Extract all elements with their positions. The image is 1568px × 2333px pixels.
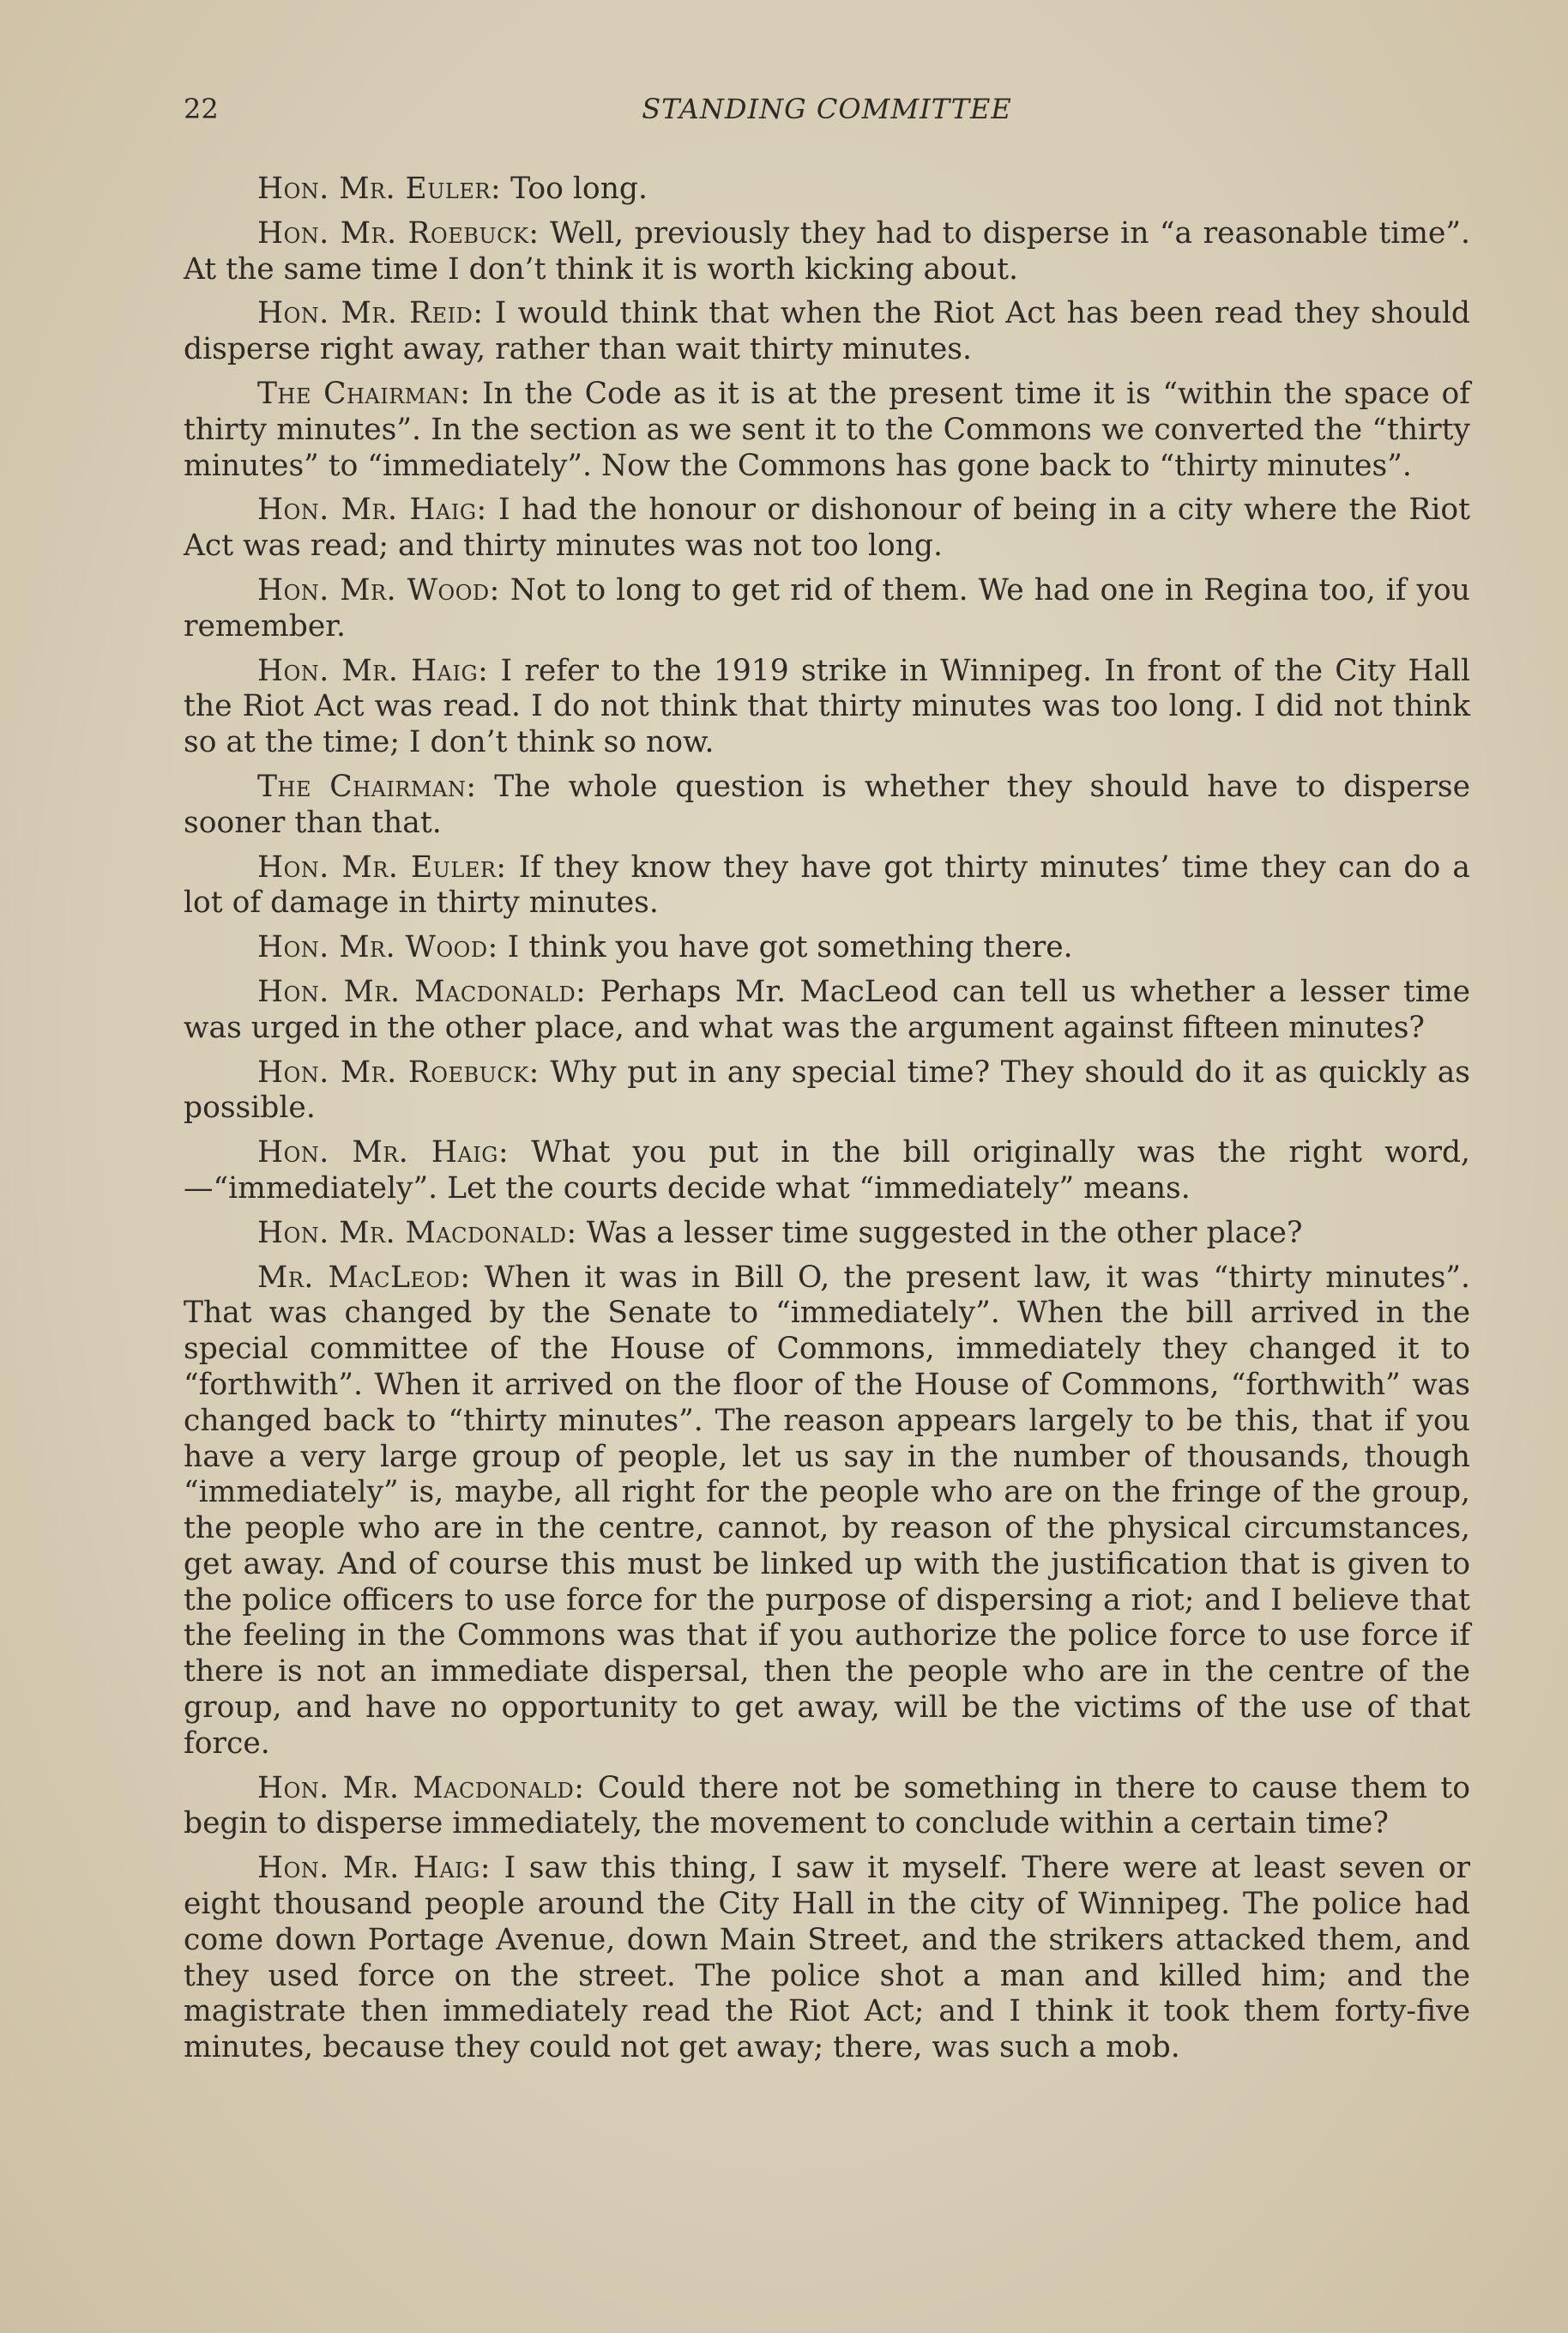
transcript-paragraph bbox=[184, 654, 1470, 761]
speaker-name: Hon. Mr. Haig: bbox=[257, 1135, 510, 1170]
transcript-paragraph bbox=[184, 930, 1470, 966]
speaker-name: Hon. Mr. Reid: bbox=[257, 296, 484, 331]
speaker-name: Hon. Mr. Wood: bbox=[257, 930, 498, 965]
speaker-name: Hon. Mr. Euler: bbox=[257, 849, 507, 885]
speech-text: Was a lesser time suggested in the other place? bbox=[586, 1215, 1303, 1250]
transcript-paragraph bbox=[184, 1771, 1470, 1843]
speaker-name: Hon. Mr. Macdonald: bbox=[257, 1770, 585, 1805]
speech-text: Too long. bbox=[510, 172, 648, 206]
transcript-paragraph bbox=[184, 493, 1470, 565]
page-content bbox=[184, 93, 1470, 2075]
transcript-paragraph bbox=[184, 975, 1470, 1047]
speaker-name: Hon. Mr. Macdonald: bbox=[257, 1215, 577, 1250]
speech-text: Not to long to get rid of them. We had one in Regina too, if you remember. bbox=[184, 572, 1471, 644]
speech-text: When it was in Bill O, the present law, it was “thirty minutes”. That was changed by the Senate to “immediately”. When the bill arrived in the special committee of the House of Commons, immediately they changed it to “forthwith”. When it arrived on the floor of the House of Commons, “forthwith” was changed back to “thirty minutes”. The reason appears largely to be this, that if you have a very large group of people, let us say in the number of thousands, though “immediately” is, maybe, all right for the people who are on the fringe of the group, the people who are in the centre, cannot, by reason of the physical circumstances, get away. And of course this must be linked up with the justification that is given to the police officers to use force for the purpose of dispersing a riot; and I believe that the feeling in the Commons was that if you authorize the police force to use force if there is not an immediate dispersal, then the people who are in the centre of the group, and have no opportunity to get away, will be the victims of the use of that force. bbox=[184, 1260, 1471, 1761]
speech-text: The whole question is whether they should have to disperse sooner than that. bbox=[184, 769, 1471, 840]
transcript-paragraph bbox=[184, 573, 1470, 645]
speech-text: I had the honour or dishonour of being in a city where the Riot Act was read; and thirty minutes was not too long. bbox=[184, 493, 1471, 564]
speech-text: I would think that when the Riot Act has been read they should disperse right away, rather than wait thirty minutes. bbox=[184, 296, 1470, 367]
running-title: STANDING COMMITTEE bbox=[642, 93, 1012, 125]
speech-text: I saw this thing, I saw it myself. There were at least seven or eight thousand people around the City Hall in the city of Winnipeg. The police had come down Portage Avenue, down Main Street, and the strikers attacked them, and they used force on the street. The police shot a man and killed him; and the magistrate then immediately read the Riot Act; and I think it took them forty-five minutes, because they could not get away; there, was such a mob. bbox=[184, 1851, 1470, 2065]
speech-text: In the Code as it is at the present time it is “within the space of thirty minutes”. In the section as we sent it to the Commons we converted the “thirty minutes” to “immediately”. Now the Commons has gone back to “thirty minutes”. bbox=[184, 376, 1470, 483]
transcript-paragraph bbox=[184, 172, 1470, 208]
speaker-name: Hon. Mr. Wood: bbox=[257, 572, 500, 607]
speaker-name: Hon. Mr. Macdonald: bbox=[257, 974, 587, 1009]
page-number: 22 bbox=[184, 93, 219, 125]
transcript-paragraph bbox=[184, 216, 1470, 288]
speaker-name: Hon. Mr. Haig: bbox=[257, 493, 487, 528]
speech-text: If they know they have got thirty minutes’ time they can do a lot of damage in thirty minutes. bbox=[184, 849, 1470, 921]
speaker-name: Hon. Mr. Roebuck: bbox=[257, 215, 540, 251]
transcript-paragraph bbox=[184, 1851, 1470, 2066]
transcript-body bbox=[184, 172, 1470, 2066]
speaker-name: Hon. Mr. Euler: bbox=[257, 172, 502, 206]
speech-text: I refer to the 1919 strike in Winnipeg. In front of the City Hall the Riot Act was read. I do not think that thirty minutes was too long. I did not think so at the time; I don’t think so now. bbox=[184, 653, 1470, 760]
transcript-paragraph bbox=[184, 1135, 1470, 1207]
transcript-paragraph bbox=[184, 1055, 1470, 1127]
running-head bbox=[184, 93, 1470, 136]
speaker-name: The Chairman: bbox=[257, 769, 477, 804]
speech-text: Could there not be something in there to cause them to begin to disperse immediately, the movement to conclude within a certain time? bbox=[184, 1770, 1470, 1841]
speech-text: Why put in any special time? They should do it as quickly as possible. bbox=[184, 1055, 1470, 1126]
speech-text: What you put in the bill originally was the right word,—“immediately”. Let the courts decide what “immediately” means. bbox=[184, 1135, 1470, 1206]
transcript-paragraph bbox=[184, 1216, 1470, 1252]
transcript-paragraph bbox=[184, 770, 1470, 842]
transcript-paragraph bbox=[184, 850, 1470, 922]
speaker-name: Hon. Mr. Haig: bbox=[257, 653, 489, 688]
speaker-name: The Chairman: bbox=[257, 376, 471, 411]
transcript-paragraph bbox=[184, 1260, 1470, 1762]
transcript-paragraph bbox=[184, 296, 1470, 368]
speaker-name: Hon. Mr. Roebuck: bbox=[257, 1055, 540, 1090]
speech-text: Perhaps Mr. MacLeod can tell us whether a lesser time was urged in the other place, and what was the argument against fifteen minutes? bbox=[184, 974, 1470, 1045]
speech-text: I think you have got something there. bbox=[507, 930, 1073, 965]
transcript-paragraph bbox=[184, 377, 1470, 484]
speech-text: Well, previously they had to disperse in “a reasonable time”. At the same time I don’t think it is worth kicking about. bbox=[184, 215, 1470, 287]
speaker-name: Mr. MacLeod: bbox=[257, 1260, 471, 1295]
speaker-name: Hon. Mr. Haig: bbox=[257, 1851, 491, 1886]
